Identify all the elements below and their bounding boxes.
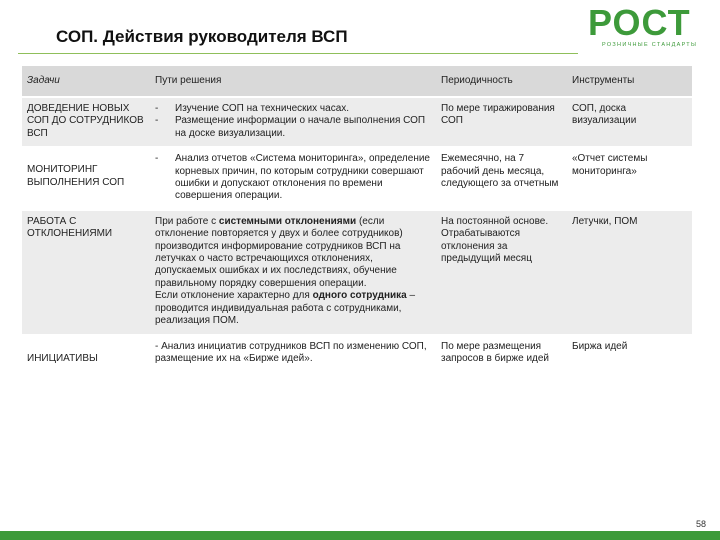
solution-paragraph: Если отклонение характерно для одного сотрудника – проводится индивидуальная работа с сотрудниками, реализация ПОМ. [155, 290, 416, 327]
title-divider [18, 53, 578, 54]
page-number: 58 [695, 519, 706, 529]
table-row [22, 210, 692, 335]
row-tools: Летучки, ПОМ [567, 210, 692, 335]
solution-paragraph: При работе с системными отклонениями (если отклонение повторяется у двух и более сотрудников) производится информирование сотрудников ВСП на летучках о часто встречающихся отклонениях, допускаемых ошибках и их последствиях, обучение правильному порядку совершения операции. [155, 215, 403, 289]
list-item: - Размещение информации о начале выполнения СОП на доске визуализации. [155, 115, 426, 139]
row-period: По мере размещения запросов в бирже идей [436, 335, 567, 373]
row-solutions: - Анализ инициатив сотрудников ВСП по изменению СОП, размещение их на «Бирже идей». [150, 335, 436, 373]
row-solutions [150, 97, 436, 147]
row-period: Ежемесячно, на 7 рабочий день месяца, следующего за отчетным [436, 147, 567, 210]
list-item: - Анализ отчетов «Система мониторинга», определение корневых причин, по которым сотрудники совершают ошибки и допускают отклонения по времени совершения операции. [155, 153, 430, 202]
row-tools: «Отчет системы мониторинга» [567, 147, 692, 210]
table-header-row [22, 66, 692, 97]
row-task: ДОВЕДЕНИЕ НОВЫХ СОП ДО СОТРУДНИКОВ ВСП [22, 97, 150, 147]
logo-wordmark: РОСТ [588, 2, 691, 43]
row-tools: Биржа идей [567, 335, 692, 373]
brand-logo [588, 2, 704, 52]
footer-bar [0, 531, 720, 540]
header-solutions: Пути решения [150, 66, 436, 97]
logo-subtitle: РОЗНИЧНЫЕ СТАНДАРТЫ [602, 42, 698, 48]
header-period: Периодичность [436, 66, 567, 97]
row-solutions [150, 147, 436, 210]
header-tasks: Задачи [22, 66, 150, 97]
row-period: По мере тиражирования СОП [436, 97, 567, 147]
list-item: - Изучение СОП на технических часах. [155, 103, 350, 114]
row-period: На постоянной основе. Отрабатываются отклонения за предыдущий месяц [436, 210, 567, 335]
table-row [22, 147, 692, 210]
row-task: МОНИТОРИНГ ВЫПОЛНЕНИЯ СОП [22, 147, 150, 210]
row-tools: СОП, доска визуализации [567, 97, 692, 147]
page-title: СОП. Действия руководителя ВСП [56, 27, 348, 46]
row-task: ИНИЦИАТИВЫ [22, 335, 150, 373]
sop-table [22, 66, 692, 373]
row-solutions [150, 210, 436, 335]
table-row [22, 97, 692, 147]
header-tools: Инструменты [567, 66, 692, 97]
table-row [22, 335, 692, 373]
row-task: РАБОТА С ОТКЛОНЕНИЯМИ [22, 210, 150, 335]
